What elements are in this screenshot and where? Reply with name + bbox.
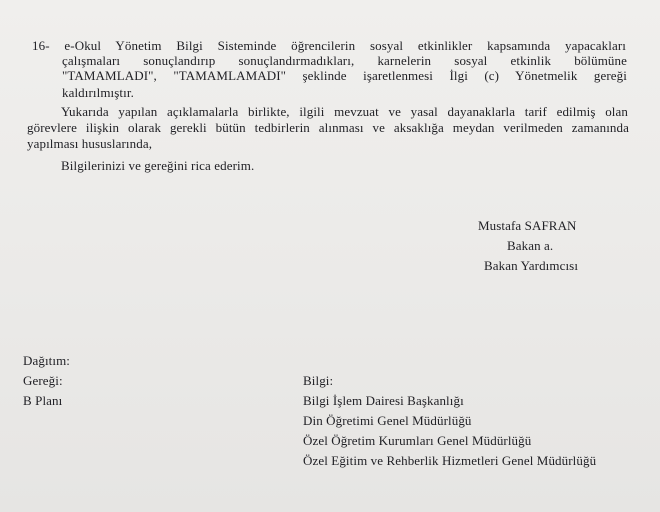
signature-name: Mustafa SAFRAN	[478, 218, 577, 233]
bilgi-item: Özel Eğitim ve Rehberlik Hizmetleri Genel Müdürlüğü	[303, 453, 597, 468]
signature-title: Bakan Yardımcısı	[484, 258, 579, 273]
bilgi-label: Bilgi:	[303, 373, 334, 388]
paragraph-line2: görevlere ilişkin olarak gerekli bütün tedbirlerin alınması ve aksaklığa meydan verilmeden zamanında	[27, 120, 629, 135]
gerekli-label: Gereği:	[23, 373, 63, 388]
paragraph-line1: Yukarıda yapılan açıklamalarla birlikte, ilgili mevzuat ve yasal dayanaklarla tarif edilmiş olan	[61, 104, 628, 119]
paragraph-line3: yapılması hususlarında,	[27, 136, 153, 151]
bilgi-item: Bilgi İşlem Dairesi Başkanlığı	[303, 393, 464, 408]
gerekli-item: B Planı	[23, 393, 63, 408]
signature-role: Bakan a.	[507, 238, 554, 253]
item16-line2: çalışmaları sonuçlandırıp sonuçlandırmadıkları, karnelerin sosyal etkinlik bölümüne	[62, 53, 627, 68]
item16-line1: 16- e-Okul Yönetim Bilgi Sisteminde öğrencilerin sosyal etkinlikler kapsamında yapacakları	[32, 38, 626, 53]
bilgi-item: Din Öğretimi Genel Müdürlüğü	[303, 413, 472, 428]
bilgi-item: Özel Öğretim Kurumları Genel Müdürlüğü	[303, 433, 532, 448]
item16-line4: kaldırılmıştır.	[62, 85, 134, 100]
distribution-heading: Dağıtım:	[23, 353, 71, 368]
closing-line: Bilgilerinizi ve gereğini rica ederim.	[61, 158, 255, 173]
item16-line3: "TAMAMLADI", "TAMAMLAMADI" şeklinde işaretlenmesi İlgi (c) Yönetmelik gereği	[62, 68, 627, 83]
